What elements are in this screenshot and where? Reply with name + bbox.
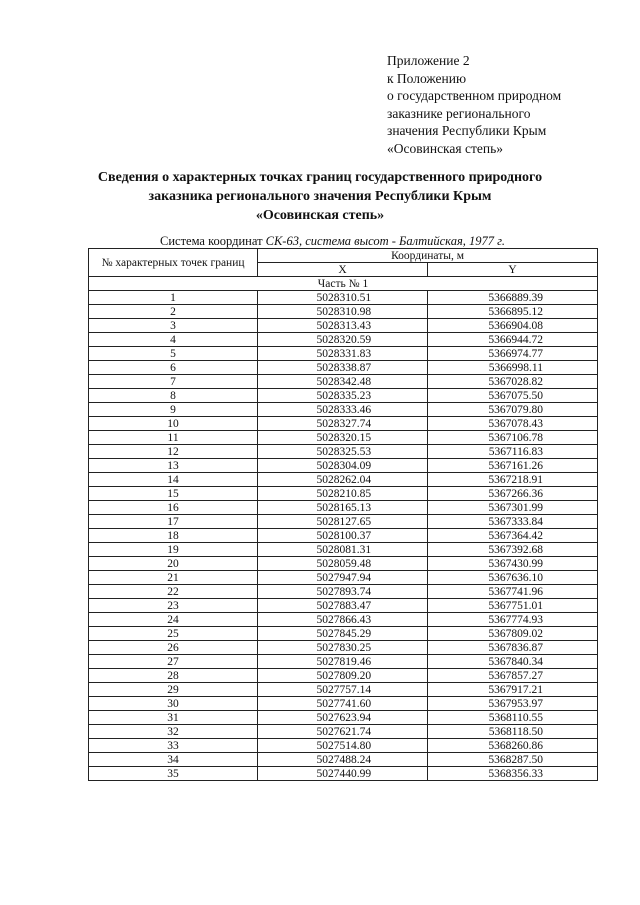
y-cell: 5366944.72 [428,333,598,347]
x-cell: 5027757.14 [258,683,428,697]
y-cell: 5367392.68 [428,543,598,557]
table-row [89,445,598,459]
x-cell: 5027819.46 [258,655,428,669]
section-label: Часть № 1 [89,277,598,291]
x-cell: 5028338.87 [258,361,428,375]
table-row [89,739,598,753]
table-row [89,599,598,613]
point-number-cell: 12 [89,445,258,459]
point-number-cell: 28 [89,669,258,683]
y-cell: 5368287.50 [428,753,598,767]
x-cell: 5027947.94 [258,571,428,585]
annex-line: заказнике регионального [387,105,531,121]
section-row [89,277,598,291]
table-row [89,585,598,599]
x-cell: 5028313.43 [258,319,428,333]
y-cell: 5367218.91 [428,473,598,487]
table-row [89,501,598,515]
point-number-cell: 24 [89,613,258,627]
x-cell: 5027514.80 [258,739,428,753]
x-cell: 5028342.48 [258,375,428,389]
x-cell: 5028310.51 [258,291,428,305]
table-row [89,375,598,389]
table-row [89,347,598,361]
y-cell: 5366998.11 [428,361,598,375]
y-cell: 5367741.96 [428,585,598,599]
annex-note [387,52,561,158]
table-row [89,753,598,767]
y-cell: 5367078.43 [428,417,598,431]
y-cell: 5367161.26 [428,459,598,473]
table-row [89,361,598,375]
table-row [89,613,598,627]
x-cell: 5028333.46 [258,403,428,417]
table-row [89,571,598,585]
y-cell: 5368356.33 [428,767,598,781]
point-number-cell: 10 [89,417,258,431]
y-cell: 5367636.10 [428,571,598,585]
table-header-row [89,249,598,263]
x-cell: 5028304.09 [258,459,428,473]
header-y: Y [428,263,598,277]
x-cell: 5027621.74 [258,725,428,739]
annex-line: к Положению [387,70,467,86]
point-number-cell: 22 [89,585,258,599]
y-cell: 5367857.27 [428,669,598,683]
point-number-cell: 19 [89,543,258,557]
table-row [89,711,598,725]
y-cell: 5367266.36 [428,487,598,501]
header-point-number: № характерных точек границ [89,249,258,277]
table-row [89,655,598,669]
table-row [89,557,598,571]
point-number-cell: 18 [89,529,258,543]
y-cell: 5366904.08 [428,319,598,333]
x-cell: 5027440.99 [258,767,428,781]
point-number-cell: 1 [89,291,258,305]
point-number-cell: 9 [89,403,258,417]
table-row [89,487,598,501]
x-cell: 5028331.83 [258,347,428,361]
table-row [89,669,598,683]
point-number-cell: 29 [89,683,258,697]
point-number-cell: 7 [89,375,258,389]
table-body [89,291,598,781]
y-cell: 5366895.12 [428,305,598,319]
x-cell: 5027623.94 [258,711,428,725]
point-number-cell: 34 [89,753,258,767]
table-row [89,529,598,543]
x-cell: 5028100.37 [258,529,428,543]
y-cell: 5367840.34 [428,655,598,669]
y-cell: 5368260.86 [428,739,598,753]
document-title [0,168,640,225]
x-cell: 5028210.85 [258,487,428,501]
x-cell: 5027809.20 [258,669,428,683]
x-cell: 5028327.74 [258,417,428,431]
table-row [89,333,598,347]
y-cell: 5367333.84 [428,515,598,529]
table-row [89,683,598,697]
point-number-cell: 32 [89,725,258,739]
header-coordinates: Координаты, м [258,249,598,263]
point-number-cell: 27 [89,655,258,669]
point-number-cell: 35 [89,767,258,781]
x-cell: 5027830.25 [258,641,428,655]
y-cell: 5368118.50 [428,725,598,739]
point-number-cell: 30 [89,697,258,711]
y-cell: 5367836.87 [428,641,598,655]
point-number-cell: 6 [89,361,258,375]
title-line: Сведения о характерных точках границ государственного природного [97,170,543,185]
table-row [89,431,598,445]
table-row [89,515,598,529]
x-cell: 5028165.13 [258,501,428,515]
table-row [89,627,598,641]
point-number-cell: 26 [89,641,258,655]
point-number-cell: 2 [89,305,258,319]
annex-line: значения Республики Крым [387,123,547,139]
point-number-cell: 33 [89,739,258,753]
y-cell: 5367106.78 [428,431,598,445]
table-row [89,641,598,655]
table-row [89,319,598,333]
y-cell: 5367430.99 [428,557,598,571]
point-number-cell: 17 [89,515,258,529]
y-cell: 5367364.42 [428,529,598,543]
y-cell: 5367751.01 [428,599,598,613]
header-x: X [258,263,428,277]
y-cell: 5368110.55 [428,711,598,725]
point-number-cell: 5 [89,347,258,361]
title-line: заказника регионального значения Республики Крым [148,189,492,204]
x-cell: 5028059.48 [258,557,428,571]
point-number-cell: 8 [89,389,258,403]
annex-line: о государственном природном [387,88,562,104]
point-number-cell: 23 [89,599,258,613]
coord-system-value: СК-63, система высот - Балтийская, 1977 г. [265,234,505,248]
point-number-cell: 14 [89,473,258,487]
point-number-cell: 3 [89,319,258,333]
table-row [89,473,598,487]
point-number-cell: 15 [89,487,258,501]
table-row [89,725,598,739]
y-cell: 5366974.77 [428,347,598,361]
point-number-cell: 11 [89,431,258,445]
y-cell: 5367774.93 [428,613,598,627]
table-row [89,697,598,711]
x-cell: 5028127.65 [258,515,428,529]
y-cell: 5367116.83 [428,445,598,459]
point-number-cell: 13 [89,459,258,473]
x-cell: 5028325.53 [258,445,428,459]
y-cell: 5367917.21 [428,683,598,697]
point-number-cell: 4 [89,333,258,347]
x-cell: 5027488.24 [258,753,428,767]
x-cell: 5027741.60 [258,697,428,711]
point-number-cell: 21 [89,571,258,585]
x-cell: 5027866.43 [258,613,428,627]
annex-line: «Осовинская степь» [387,140,504,156]
table-row [89,417,598,431]
coordinate-system-caption [160,234,505,249]
table-row [89,291,598,305]
point-number-cell: 20 [89,557,258,571]
y-cell: 5367953.97 [428,697,598,711]
y-cell: 5366889.39 [428,291,598,305]
table-row [89,403,598,417]
table-row [89,459,598,473]
x-cell: 5028320.15 [258,431,428,445]
table-row [89,543,598,557]
table-row [89,389,598,403]
points-table [88,248,598,781]
point-number-cell: 16 [89,501,258,515]
x-cell: 5028335.23 [258,389,428,403]
title-line: «Осовинская степь» [255,208,385,223]
x-cell: 5028081.31 [258,543,428,557]
x-cell: 5028310.98 [258,305,428,319]
x-cell: 5027883.47 [258,599,428,613]
annex-line: Приложение 2 [387,53,470,68]
coord-system-prefix: Система координат [160,234,266,248]
x-cell: 5028262.04 [258,473,428,487]
point-number-cell: 31 [89,711,258,725]
x-cell: 5027893.74 [258,585,428,599]
table-row [89,305,598,319]
table-row [89,767,598,781]
y-cell: 5367301.99 [428,501,598,515]
y-cell: 5367079.80 [428,403,598,417]
point-number-cell: 25 [89,627,258,641]
x-cell: 5027845.29 [258,627,428,641]
y-cell: 5367809.02 [428,627,598,641]
y-cell: 5367075.50 [428,389,598,403]
y-cell: 5367028.82 [428,375,598,389]
x-cell: 5028320.59 [258,333,428,347]
